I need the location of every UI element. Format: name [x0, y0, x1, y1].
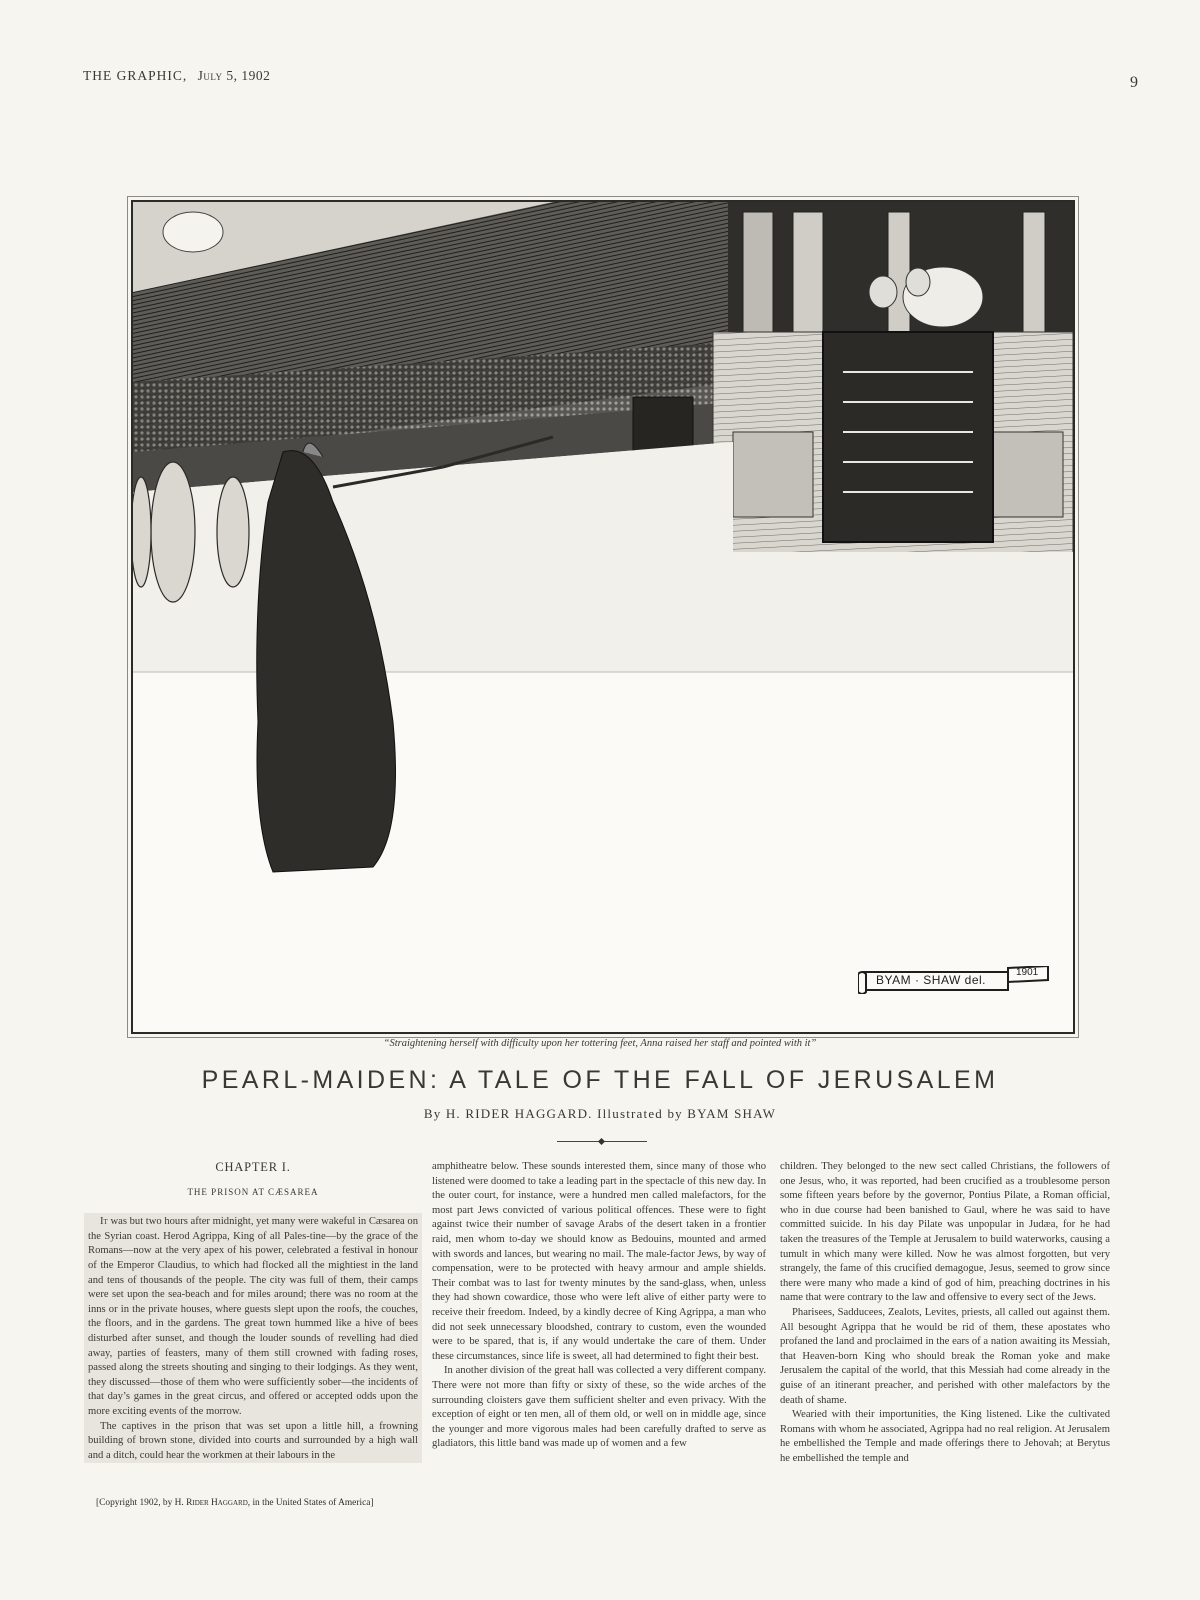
article-title: PEARL-MAIDEN: A TALE OF THE FALL OF JERUSALEM — [201, 1066, 999, 1094]
text-column-3 — [780, 1160, 1110, 1466]
paragraph-text: was but two hours after midnight, yet many were wakeful in Cæsarea on the Syrian coast. Herod Agrippa, King of all Pales-tine—by the grace of the Romans—now at the very apex of his power, celebrated a festival in honour of the Emperor Claudius, to which had flocked all the mightiest in the land and tens of thousands of the people. The city was full of them, their camps were set upon the sea-beach and for miles around; there was no room at the inns or in the private houses, where guests slept upon the roofs, the couches, the floors, and in the gardens. The great town hummed like a hive of bees disturbed after sunset, and though the louder sounds of revelling had died away, parties of feasters, many of them still crowned with fading roses, passed along the streets shouting and singing to their lodgings. As they went, they discussed—those of them who were sufficiently sober—the incidents of that day’s games in the great circus, and offered or accepted odds upon the more exciting events of the morrow. — [88, 1216, 418, 1417]
drop-word: It — [100, 1216, 108, 1228]
publication-name: THE GRAPHIC, — [83, 68, 188, 83]
highlighted-passage — [84, 1213, 422, 1463]
paragraph: Pharisees, Sadducees, Zealots, Levites, priests, all called out against them. All besought Agrippa that he would be rid of them, these apostates who profaned the land and proclaimed in the ears of a nation awaiting its Messiah, that Heaven-born King who should break the Roman yoke and make Jerusalem the capital of the world, that this Messiah had come already in the guise of an itinerant preacher, and perished with other malefactors by the death of shame. — [780, 1306, 1110, 1406]
paragraph: Wearied with their importunities, the King listened. Like the cultivated Romans with whom he associated, Agrippa had no real religion. At Jerusalem he embellished the Temple and made offerings there to Jehovah; at Berytus he embellished the temple and — [780, 1409, 1110, 1464]
signature-year: 1901 — [1016, 967, 1039, 978]
paragraph: amphitheatre below. These sounds interested them, since many of those who listened were doomed to take a leading part in the spectacle of this new day. In the outer court, for instance, were a hundred men called malefactors, for the most part Jews convicted of various political offences. These were to fight against twice their number of savage Arabs of the desert taken in a frontier raid, men whom to-day we should know as Bedouins, mounted and armed with swords and lances, but wearing no mail. The male-factor Jews, by way of compensation, were to be protected with heavy armour and ample shields. Their combat was to last for twenty minutes by the sand-glass, when, unless they had shown cowardice, those who were left alive of either party were to receive their freedom. Indeed, by a kindly decree of King Agrippa, a man who did not seek unnecessary bloodshed, contrary to custom, even the wounded were to be spared, that is, if any would undertake the care of them. Under these circumstances, since life is sweet, all had determined to fight their best. — [432, 1161, 766, 1362]
article-byline: By H. RIDER HAGGARD. Illustrated by BYAM SHAW — [423, 1106, 777, 1121]
artist-signature-banner — [858, 966, 1058, 994]
issue-date: July 5, 1902 — [197, 68, 271, 83]
illustration — [131, 200, 1075, 1034]
text-column-2 — [432, 1160, 766, 1452]
running-head — [83, 68, 270, 84]
copyright-notice — [96, 1498, 374, 1508]
paragraph: The captives in the prison that was set upon a little hill, a frowning building of brown stone, divided into courts and surrounded by a high wall and a ditch, could hear the workmen at their labours in the — [88, 1420, 418, 1461]
paragraph: In another division of the great hall was collected a very different company. There were not more than fifty or sixty of these, so the wide arches of the surrounding cloisters gave them sufficient shelter and even privacy. With the exception of eight or ten men, all of them old, or well on in middle age, since the younger and more vigorous males had been carefully drafted to serve as gladiators, this little band was made up of women and a few — [432, 1365, 766, 1450]
copyright-prefix: [Copyright 1902, by H. — [96, 1498, 187, 1508]
arena-engraving — [133, 202, 1073, 1032]
ornament-diamond-icon — [598, 1138, 605, 1145]
paragraph: children. They belonged to the new sect called Christians, the followers of one Jesus, who, it was reported, had been crucified as a troublesome person some fifteen years before by the governor, Pontius Pilate, a Roman official, who in due course had been banished to Gaul, where he was said to have committed suicide. In his day Pilate was unpopular in Judæa, for he had taken the treasures of the Temple at Jerusalem to build waterworks, causing a tumult in which many were killed. Now he was almost forgotten, but very strangely, the fame of this crucified demagogue, Jesus, seemed to grow since there were many who made a kind of god of him, preaching doctrines in his name that were contrary to the law and offensive to every sect of the Jews. — [780, 1161, 1110, 1304]
illustration-caption: “Straightening herself with difficulty upon her tottering feet, Anna raised her staff and pointed with it” — [383, 1038, 817, 1049]
copyright-suffix: , in the United States of America] — [247, 1498, 374, 1508]
paragraph — [88, 1215, 418, 1419]
text-column-1 — [88, 1160, 418, 1463]
chapter-heading: CHAPTER I. — [215, 1160, 291, 1174]
chapter-subheading: THE PRISON AT CÆSAREA — [187, 1186, 319, 1197]
copyright-author: Rider Haggard — [186, 1498, 248, 1508]
page-number: 9 — [1130, 74, 1138, 91]
artist-signature: BYAM · SHAW del. — [876, 973, 987, 987]
